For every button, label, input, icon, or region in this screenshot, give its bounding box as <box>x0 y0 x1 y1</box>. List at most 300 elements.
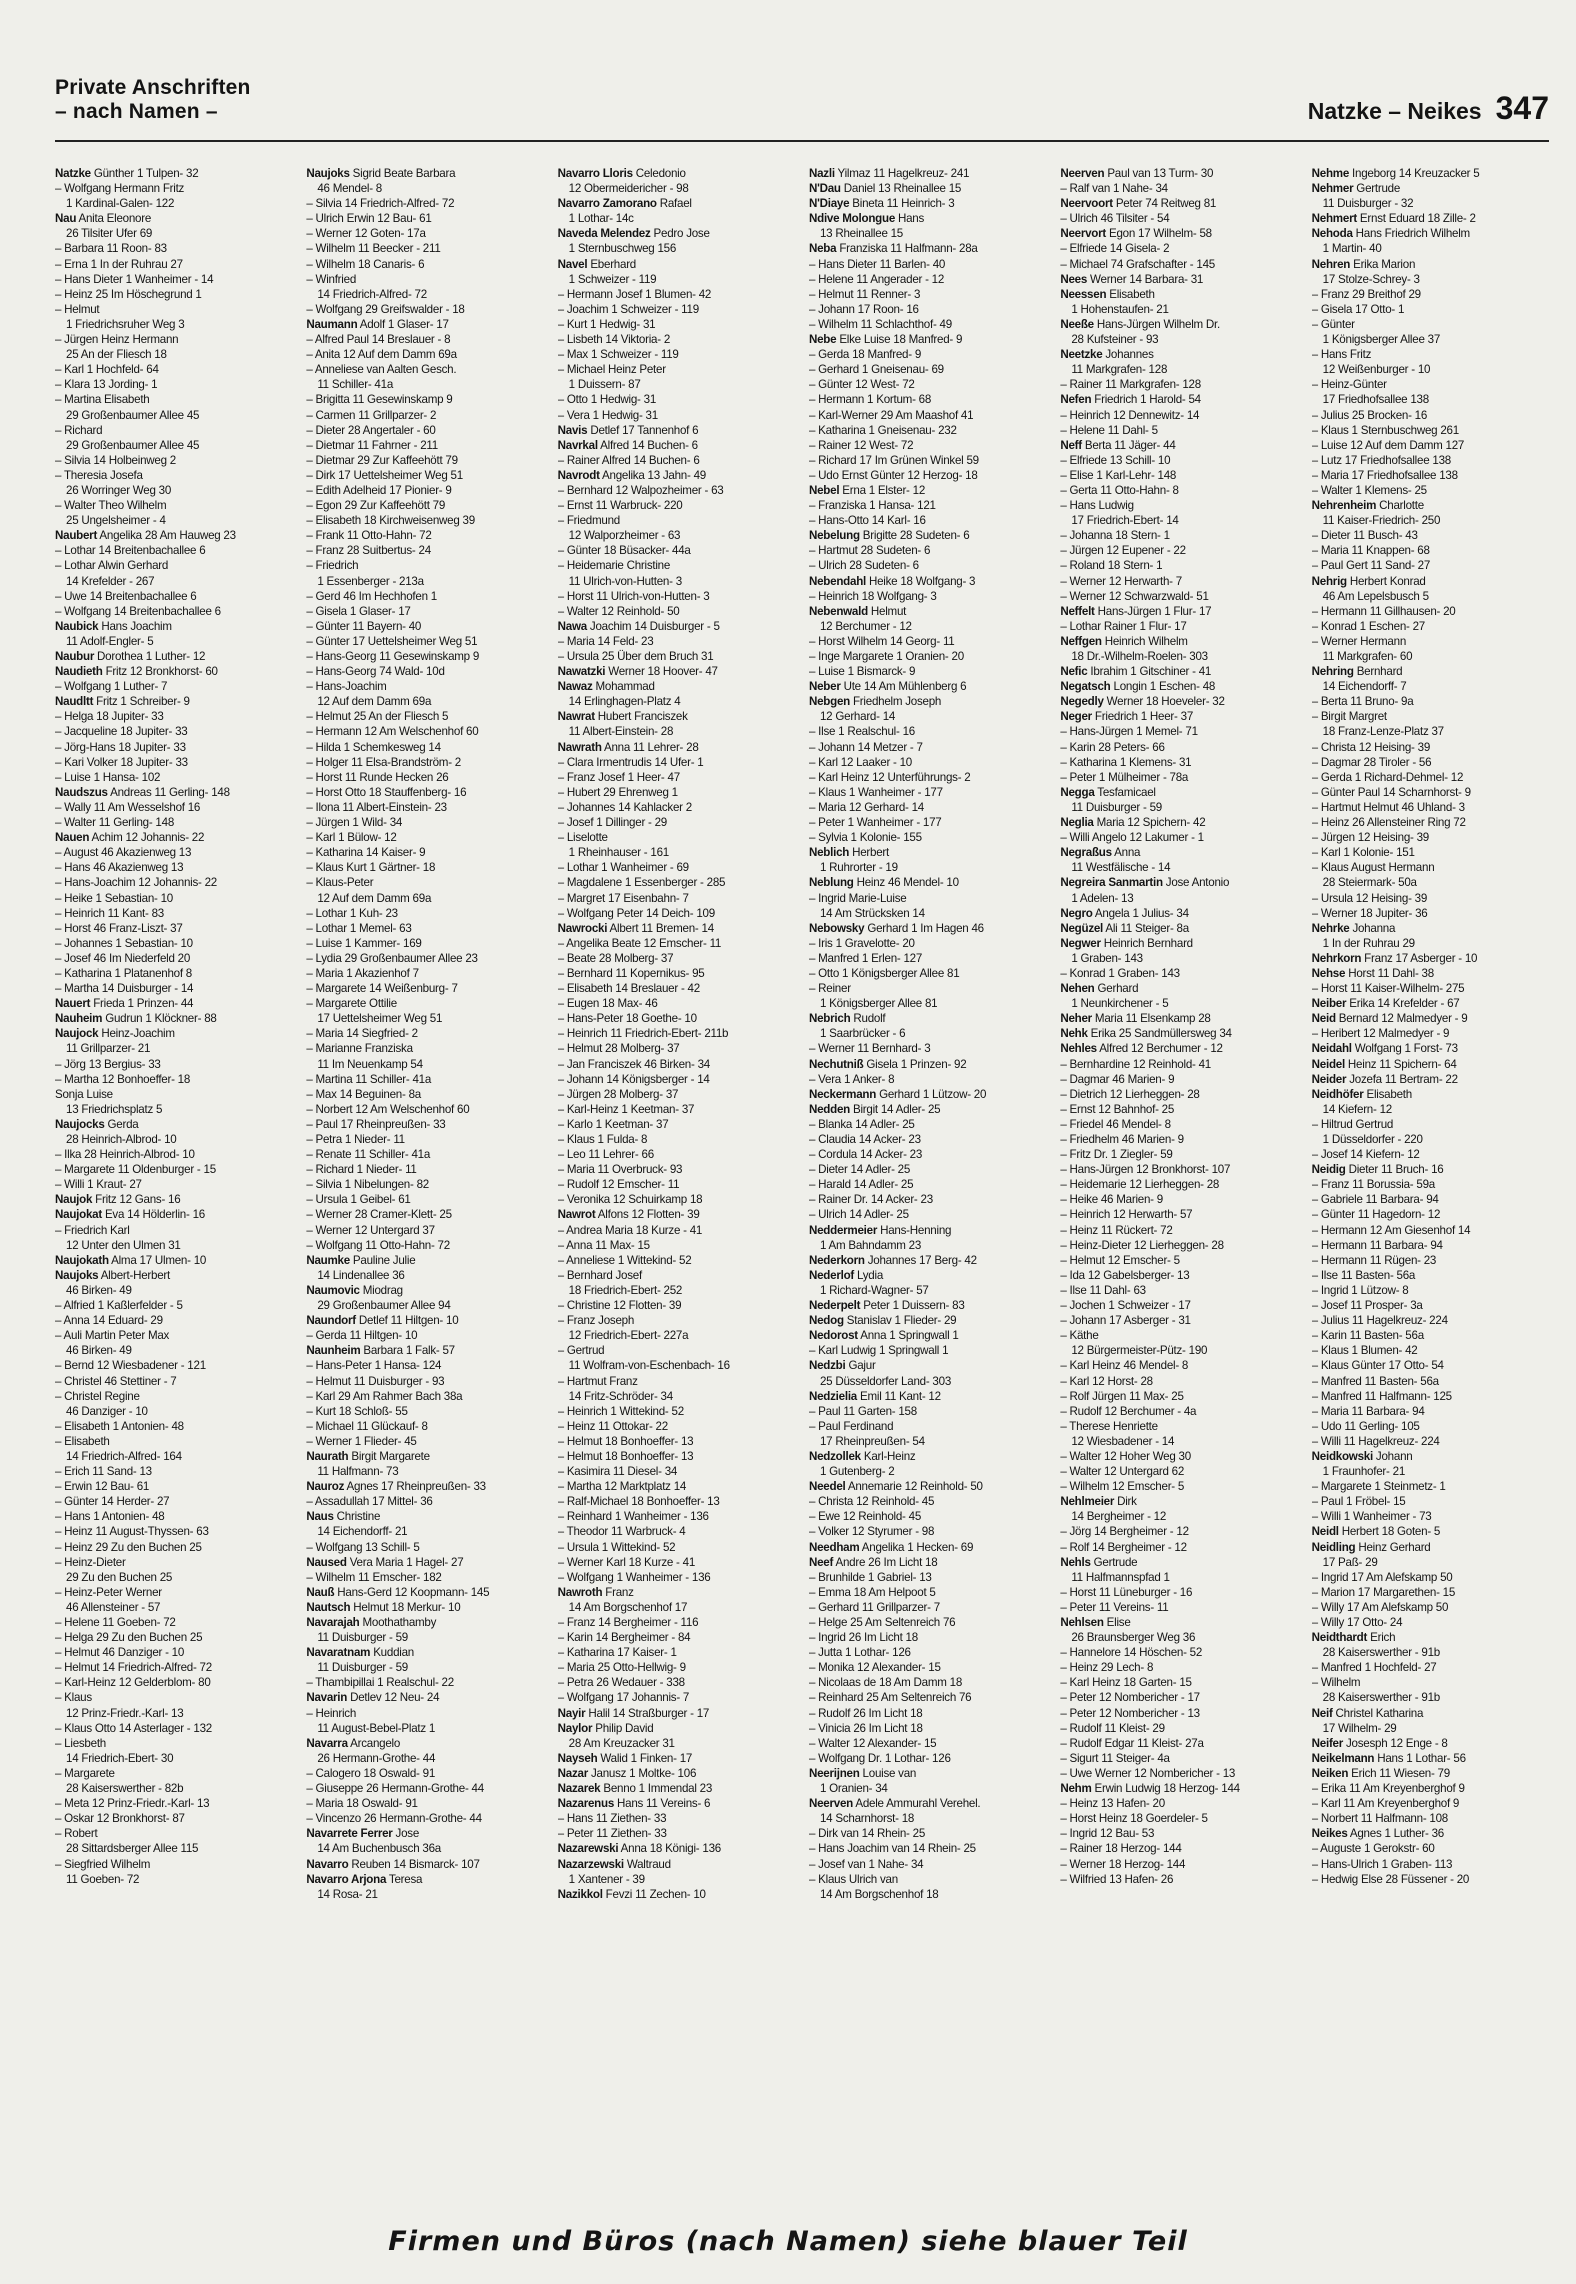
directory-entry <box>1312 241 1549 256</box>
directory-entry <box>55 1630 292 1645</box>
directory-entry <box>1312 1585 1549 1600</box>
directory-entry <box>306 755 543 770</box>
directory-entry <box>1060 1162 1297 1177</box>
directory-entry <box>809 1615 1046 1630</box>
directory-entry <box>306 1419 543 1434</box>
directory-entry <box>1312 1721 1549 1736</box>
directory-entry <box>558 226 795 241</box>
entry-details: Heinz 46 Mendel- 10 <box>853 876 959 890</box>
entry-details: – Walter 11 Gerling- 148 <box>55 816 175 830</box>
entry-details: – Hiltrud Gertrud <box>1311 1117 1394 1131</box>
entry-details: – Ernst 11 Warbruck- 220 <box>557 499 683 513</box>
directory-entry <box>55 1721 292 1736</box>
directory-entry <box>1312 1736 1549 1751</box>
directory-entry <box>558 1479 795 1494</box>
entry-details: – Petra 26 Wedauer - 338 <box>557 1676 685 1690</box>
entry-details: Bineta 11 Heinrich- 3 <box>849 197 955 211</box>
directory-entry <box>558 574 795 589</box>
entry-details: 13 Friedrichsplatz 5 <box>66 1102 163 1116</box>
entry-surname: Nehles <box>1060 1042 1097 1056</box>
entry-surname: Neidel <box>1311 1057 1345 1071</box>
directory-entry <box>306 196 543 211</box>
directory-entry <box>306 860 543 875</box>
entry-surname: Neiber <box>1311 997 1347 1011</box>
entry-details: Hans Friedrich Wilhelm <box>1352 227 1470 241</box>
directory-entry <box>1060 498 1297 513</box>
directory-entry <box>55 1389 292 1404</box>
entry-details: Anna 18 Königi- 136 <box>618 1842 721 1856</box>
entry-surname: Neetzke <box>1060 348 1103 362</box>
directory-entry <box>306 1268 543 1283</box>
entry-details: 11 Schiller- 41a <box>317 378 394 392</box>
entry-details: – Hartmut Helmut 46 Uhland- 3 <box>1311 800 1465 814</box>
directory-entry <box>558 1887 795 1902</box>
entry-details: – Rolf Jürgen 11 Max- 25 <box>1060 1389 1184 1403</box>
entry-details: – Bernhard 11 Kopernikus- 95 <box>557 966 705 980</box>
directory-entry <box>55 1011 292 1026</box>
entry-details: – Maria 1 Akazienhof 7 <box>306 966 419 980</box>
entry-details: 14 Rosa- 21 <box>317 1887 378 1901</box>
directory-entry <box>809 1887 1046 1902</box>
entry-details: Joachim 14 Duisburger - 5 <box>586 619 720 633</box>
entry-details: – Richard 1 Nieder- 11 <box>306 1163 417 1177</box>
directory-entry <box>558 1736 795 1751</box>
directory-entry <box>306 875 543 890</box>
entry-details: – Auguste 1 Gerokstr- 60 <box>1311 1842 1435 1856</box>
directory-entry <box>558 1524 795 1539</box>
entry-details: Friedrich 1 Heer- 37 <box>1091 710 1194 724</box>
directory-entry <box>1060 1343 1297 1358</box>
entry-details: – Ilse 1 Realschul- 16 <box>808 725 915 739</box>
entry-details: Hans-Jürgen 1 Flur- 17 <box>1094 604 1212 618</box>
entry-details: – Elisabeth <box>55 1434 110 1448</box>
entry-details: – Friedmund <box>557 514 620 528</box>
entry-surname: Negwer <box>1060 936 1101 950</box>
entry-details: – Vera 1 Hedwig- 31 <box>557 408 658 422</box>
entry-details: – Martha 12 Bonhoeffer- 18 <box>55 1072 191 1086</box>
directory-entry <box>558 1434 795 1449</box>
entry-details: – Friedhelm 46 Marien- 9 <box>1060 1133 1184 1146</box>
directory-entry <box>306 1223 543 1238</box>
entry-details: – Hermann Josef 1 Blumen- 42 <box>557 287 712 301</box>
directory-entry <box>809 921 1046 936</box>
entry-details: 11 Halfmannspfad 1 <box>1071 1570 1170 1584</box>
entry-surname: Nehring <box>1311 665 1354 679</box>
entry-surname: Nazarek <box>557 1782 601 1796</box>
entry-details: – Helga 18 Jupiter- 33 <box>55 710 164 724</box>
entry-surname: Neblich <box>808 846 850 860</box>
directory-entry <box>55 1449 292 1464</box>
directory-entry <box>306 679 543 694</box>
page-header <box>55 76 1549 140</box>
entry-details: 29 Großenbaumer Allee 94 <box>317 1299 451 1313</box>
entry-details: 11 Westfälische - 14 <box>1071 861 1171 875</box>
entry-details: – Hilda 1 Schemkesweg 14 <box>306 740 441 754</box>
entry-details: Albert 11 Bremen- 14 <box>607 921 714 935</box>
entry-details: – Helmut 18 Bonhoeffer- 13 <box>557 1449 694 1463</box>
entry-surname: Neckermann <box>808 1087 877 1101</box>
entry-surname: Negüzel <box>1060 921 1104 935</box>
directory-entry <box>306 166 543 181</box>
directory-entry <box>55 1374 292 1389</box>
entry-details: – Robert <box>55 1827 98 1841</box>
entry-details: – Ulrich Erwin 12 Bau- 61 <box>306 212 432 226</box>
directory-entry <box>306 1132 543 1147</box>
entry-details: – Karl 12 Laaker - 10 <box>808 755 913 769</box>
directory-entry <box>558 453 795 468</box>
entry-surname: Neher <box>1060 1012 1092 1026</box>
directory-entry <box>55 1057 292 1072</box>
directory-entry <box>55 845 292 860</box>
entry-details: – Wolfgang 17 Johannis- 7 <box>557 1691 690 1705</box>
directory-entry <box>55 1253 292 1268</box>
directory-entry <box>809 302 1046 317</box>
directory-entry <box>1312 951 1549 966</box>
entry-details: – Klaus 1 Wanheimer - 177 <box>808 785 943 799</box>
entry-surname: Neidig <box>1311 1163 1346 1177</box>
entry-surname: N'Diaye <box>808 197 850 211</box>
directory-entry <box>1312 1630 1549 1645</box>
entry-details: Detlef 11 Hiltgen- 10 <box>355 1314 459 1328</box>
directory-entry <box>1060 770 1297 785</box>
directory-entry <box>809 347 1046 362</box>
directory-entry <box>1312 589 1549 604</box>
directory-entry <box>55 996 292 1011</box>
directory-entry <box>1060 1479 1297 1494</box>
directory-entry <box>1060 604 1297 619</box>
entry-surname: Navarro Lloris <box>557 167 633 180</box>
directory-entry <box>1060 1600 1297 1615</box>
directory-entry <box>809 1781 1046 1796</box>
entry-details: – Peter 1 Mülheimer - 78a <box>1060 770 1189 784</box>
directory-entry <box>55 981 292 996</box>
entry-surname: Neddermeier <box>808 1223 878 1237</box>
directory-entry <box>558 423 795 438</box>
entry-details: – Heinz-Günter <box>1311 378 1387 392</box>
entry-details: – Franz 28 Suitbertus- 24 <box>306 544 431 558</box>
directory-entry <box>809 211 1046 226</box>
directory-entry <box>306 1298 543 1313</box>
entry-details: Herbert Konrad <box>1346 574 1426 588</box>
directory-entry <box>306 528 543 543</box>
entry-details: – Egon 29 Zur Kaffeehött 79 <box>306 499 446 513</box>
entry-details: – Gerhard 1 Gneisenau- 69 <box>808 363 944 377</box>
entry-details: 26 Braunsberger Weg 36 <box>1071 1631 1196 1645</box>
entry-details: Josesph 12 Enge - 8 <box>1343 1736 1448 1750</box>
entry-details: – Theresia Josefa <box>55 468 143 482</box>
entry-details: – Bernhardine 12 Reinhold- 41 <box>1060 1057 1211 1071</box>
directory-entry <box>1312 1675 1549 1690</box>
directory-entry <box>306 453 543 468</box>
entry-details: – Werner 11 Bernhard- 3 <box>808 1042 931 1056</box>
directory-entry <box>1312 1509 1549 1524</box>
directory-entry <box>55 181 292 196</box>
directory-entry <box>809 1087 1046 1102</box>
directory-entry <box>306 1826 543 1841</box>
entry-details: Moothathamby <box>359 1616 437 1629</box>
entry-details: Mohammad <box>592 680 655 694</box>
directory-entry <box>306 377 543 392</box>
entry-details: – August 46 Akazienweg 13 <box>55 846 192 860</box>
directory-entry <box>1060 1706 1297 1721</box>
entry-details: Erika 14 Krefelder - 67 <box>1346 997 1460 1011</box>
entry-details: Erna 1 Elster- 12 <box>839 483 926 497</box>
entry-details: – Klaus Kurt 1 Gärtner- 18 <box>306 861 436 875</box>
entry-details: – Wolfgang 13 Schill- 5 <box>306 1540 420 1554</box>
directory-entry <box>1060 634 1297 649</box>
entry-details: Horst 11 Dahl- 38 <box>1345 966 1434 980</box>
directory-entry <box>55 241 292 256</box>
directory-entry <box>55 694 292 709</box>
directory-entry <box>809 528 1046 543</box>
entry-details: Frieda 1 Prinzen- 44 <box>90 997 194 1011</box>
entry-details: Friedhelm Joseph <box>850 695 942 709</box>
entry-details: – Heinz 26 Allensteiner Ring 72 <box>1311 816 1466 830</box>
entry-details: – Rudolf 12 Berchumer - 4a <box>1060 1404 1197 1418</box>
directory-entry <box>55 1540 292 1555</box>
entry-details: – Alfried 1 Kaßlerfelder - 5 <box>55 1299 183 1313</box>
directory-entry <box>1312 1419 1549 1434</box>
directory-entry <box>55 1826 292 1841</box>
entry-details: – Roland 18 Stern- 1 <box>1060 559 1163 573</box>
directory-entry <box>809 709 1046 724</box>
entry-details: 14 Friedrich-Alfred- 72 <box>317 287 427 301</box>
entry-details: – Jürgen 12 Eupener - 22 <box>1060 544 1186 558</box>
directory-entry <box>1312 1343 1549 1358</box>
entry-surname: Nedden <box>808 1102 850 1116</box>
directory-entry <box>306 1509 543 1524</box>
directory-entry <box>558 785 795 800</box>
directory-entry <box>1312 649 1549 664</box>
directory-entry <box>1060 724 1297 739</box>
entry-details: – Michael Heinz Peter <box>557 363 666 377</box>
entry-details: – Kurt 18 Schloß- 55 <box>306 1404 408 1418</box>
directory-entry <box>1060 257 1297 272</box>
entry-details: 11 Goeben- 72 <box>66 1872 140 1886</box>
directory-entry <box>306 724 543 739</box>
directory-column-5 <box>1060 166 1297 2218</box>
entry-details: – Anneliese van Aalten Gesch. <box>306 363 457 377</box>
entry-details: 12 Unter den Ulmen 31 <box>66 1238 181 1252</box>
directory-entry <box>1312 815 1549 830</box>
directory-entry <box>558 1313 795 1328</box>
entry-details: – Werner 18 Jupiter- 36 <box>1311 906 1428 920</box>
entry-details: – Silvia 1 Nibelungen- 82 <box>306 1178 429 1192</box>
directory-entry <box>1060 408 1297 423</box>
entry-details: – Ilona 11 Albert-Einstein- 23 <box>306 800 447 814</box>
directory-entry <box>306 1781 543 1796</box>
directory-entry <box>306 800 543 815</box>
directory-entry <box>1060 785 1297 800</box>
entry-surname: Nedzollek <box>808 1449 861 1463</box>
entry-details: Adolf 1 Glaser- 17 <box>357 317 449 331</box>
directory-entry <box>306 1751 543 1766</box>
directory-entry <box>1312 1645 1549 1660</box>
entry-details: Fritz 1 Schreiber- 9 <box>93 695 190 709</box>
entry-details: – Jan Franciszek 46 Birken- 34 <box>557 1057 710 1071</box>
entry-details: – Helmut 25 An der Fliesch 5 <box>306 710 449 724</box>
entry-details: – Auli Martin Peter Max <box>55 1329 170 1343</box>
entry-surname: Nebenwald <box>808 604 868 618</box>
directory-entry <box>809 468 1046 483</box>
entry-details: 25 Düsseldorfer Land- 303 <box>819 1374 952 1388</box>
directory-entry <box>558 438 795 453</box>
entry-surname: Naumovic <box>306 1283 360 1297</box>
entry-details: – Karin 11 Basten- 56a <box>1311 1329 1424 1343</box>
directory-entry <box>1060 1690 1297 1705</box>
entry-details: – Siegfried Wilhelm <box>55 1857 151 1871</box>
entry-details: – Helene 11 Angerader - 12 <box>808 272 945 286</box>
entry-details: – Heribert 12 Malmedyer - 9 <box>1311 1027 1450 1041</box>
directory-entry <box>809 694 1046 709</box>
entry-details: Elise <box>1103 1616 1131 1629</box>
entry-details: – Beate 28 Molberg- 37 <box>557 951 674 965</box>
entry-surname: Naujok <box>55 1193 93 1207</box>
entry-details: 1 Hohenstaufen- 21 <box>1071 302 1169 316</box>
entry-surname: Nehm <box>1060 1782 1092 1796</box>
entry-surname: Nebendahl <box>808 574 866 588</box>
directory-entry <box>809 513 1046 528</box>
entry-details: – Ralf-Michael 18 Bonhoeffer- 13 <box>557 1495 720 1509</box>
directory-entry <box>809 558 1046 573</box>
directory-entry <box>55 483 292 498</box>
entry-surname: Nazikkol <box>557 1887 603 1901</box>
entry-details: 11 Im Neuenkamp 54 <box>317 1057 423 1071</box>
directory-entry <box>1060 740 1297 755</box>
entry-details: – Marion 17 Margarethen- 15 <box>1311 1585 1456 1599</box>
entry-details: – Katharina 1 Klemens- 31 <box>1060 755 1192 769</box>
entry-details: Charlotte <box>1376 499 1424 513</box>
directory-entry <box>55 860 292 875</box>
entry-details: – Horst 11 Ulrich-von-Hutten- 3 <box>557 589 710 603</box>
directory-entry <box>55 377 292 392</box>
entry-details: 14 Krefelder - 267 <box>66 574 155 588</box>
entry-details: Achim 12 Johannis- 22 <box>89 831 205 845</box>
entry-details: – Wolfgang Hermann Fritz <box>55 182 185 196</box>
directory-entry <box>809 362 1046 377</box>
entry-details: 14 Am Strücksken 14 <box>819 906 925 920</box>
directory-entry <box>1060 1298 1297 1313</box>
entry-details: – Peter 1 Wanheimer - 177 <box>808 816 942 830</box>
entry-details: – Katharina 17 Kaiser- 1 <box>557 1646 677 1660</box>
directory-entry <box>558 604 795 619</box>
entry-details: – Maria 14 Feld- 23 <box>557 634 654 648</box>
directory-entry <box>306 845 543 860</box>
directory-entry <box>55 1238 292 1253</box>
entry-details: Andre 26 Im Licht 18 <box>833 1555 938 1569</box>
entry-details: Berta 11 Jäger- 44 <box>1081 438 1176 452</box>
entry-details: – Erwin 12 Bau- 61 <box>55 1480 150 1494</box>
entry-details: – Paul Gert 11 Sand- 27 <box>1311 559 1431 573</box>
directory-entry <box>558 1796 795 1811</box>
entry-details: – Hartmut Franz <box>557 1374 638 1388</box>
directory-entry <box>558 664 795 679</box>
entry-details: – Gisela 1 Glaser- 17 <box>306 604 411 618</box>
entry-details: – Ulrich 14 Adler- 25 <box>808 1208 909 1222</box>
entry-details: – Heike 46 Marien- 9 <box>1060 1193 1163 1207</box>
directory-entry <box>1312 574 1549 589</box>
directory-entry <box>1312 528 1549 543</box>
entry-surname: Navarrete Ferrer <box>306 1827 393 1841</box>
entry-details: 14 Eichendorff- 7 <box>1322 680 1407 694</box>
entry-details: Celedonio <box>632 167 686 180</box>
entry-details: – Ernst 12 Bahnhof- 25 <box>1060 1102 1175 1116</box>
entry-details: – Karl Heinz 18 Garten- 15 <box>1060 1676 1192 1690</box>
entry-details: 28 Kaiserswerther - 82b <box>66 1782 184 1796</box>
directory-entry <box>55 1207 292 1222</box>
entry-details: – Maria 17 Friedhofsallee 138 <box>1311 468 1458 482</box>
entry-details: – Calogero 18 Oswald- 91 <box>306 1766 436 1780</box>
entry-details: – Johannes 14 Kahlacker 2 <box>557 800 692 814</box>
entry-details: 1 Am Bahndamm 23 <box>819 1238 922 1252</box>
directory-entry <box>306 1404 543 1419</box>
directory-entry <box>1312 664 1549 679</box>
directory-entry <box>1312 1449 1549 1464</box>
entry-surname: Nehoda <box>1311 227 1353 241</box>
directory-entry <box>1312 558 1549 573</box>
entry-details: – Günter 12 West- 72 <box>808 378 915 392</box>
directory-entry <box>1312 1555 1549 1570</box>
entry-details: – Wolfgang 11 Otto-Hahn- 72 <box>306 1238 450 1252</box>
entry-surname: Naudszus <box>55 785 108 799</box>
entry-details: – Norbert 12 Am Welschenhof 60 <box>306 1102 470 1116</box>
entry-details: – Friedrich <box>306 559 359 573</box>
directory-entry <box>809 1585 1046 1600</box>
directory-entry <box>558 166 795 181</box>
entry-surname: Nebrich <box>808 1012 851 1026</box>
directory-entry <box>1312 453 1549 468</box>
entry-details: – Edith Adelheid 17 Pionier- 9 <box>306 483 452 497</box>
entry-details: – Wolfgang Peter 14 Deich- 109 <box>557 906 715 920</box>
entry-surname: Nehen <box>1060 982 1095 996</box>
directory-entry <box>55 196 292 211</box>
entry-details: Fritz 12 Gans- 16 <box>92 1193 181 1207</box>
directory-entry <box>1312 770 1549 785</box>
directory-entry <box>558 800 795 815</box>
entry-details: 14 Bergheimer - 12 <box>1071 1510 1167 1524</box>
directory-entry <box>1312 513 1549 528</box>
directory-entry <box>1060 1811 1297 1826</box>
directory-entry <box>55 906 292 921</box>
directory-entry <box>55 921 292 936</box>
entry-surname: Nehlsen <box>1060 1616 1104 1629</box>
entry-details: – Liselotte <box>557 831 608 845</box>
directory-entry <box>558 1147 795 1162</box>
directory-entry <box>558 1419 795 1434</box>
directory-entry <box>809 1630 1046 1645</box>
directory-entry <box>55 679 292 694</box>
directory-entry <box>55 211 292 226</box>
entry-surname: Neif <box>1311 1706 1333 1720</box>
directory-entry <box>1060 996 1297 1011</box>
directory-column-1 <box>55 166 292 2218</box>
entry-details: – Max 14 Beguinen- 8a <box>306 1087 421 1101</box>
directory-entry <box>55 755 292 770</box>
entry-details: – Inge Margarete 1 Oranien- 20 <box>808 650 964 663</box>
entry-details: – Uwe Werner 12 Nombericher - 13 <box>1060 1766 1236 1780</box>
directory-entry <box>306 1721 543 1736</box>
entry-details: 1 Adelen- 13 <box>1071 891 1134 905</box>
directory-entry <box>558 1706 795 1721</box>
directory-entry <box>558 1011 795 1026</box>
entry-details: – Wolfgang 29 Greifswalder - 18 <box>306 302 465 316</box>
directory-entry <box>558 724 795 739</box>
entry-surname: Nauroz <box>306 1480 345 1494</box>
entry-surname: Nehmert <box>1311 212 1357 226</box>
directory-entry <box>1060 166 1297 181</box>
entry-details: – Ulrich 46 Tilsiter - 54 <box>1060 212 1170 226</box>
directory-entry <box>809 1736 1046 1751</box>
